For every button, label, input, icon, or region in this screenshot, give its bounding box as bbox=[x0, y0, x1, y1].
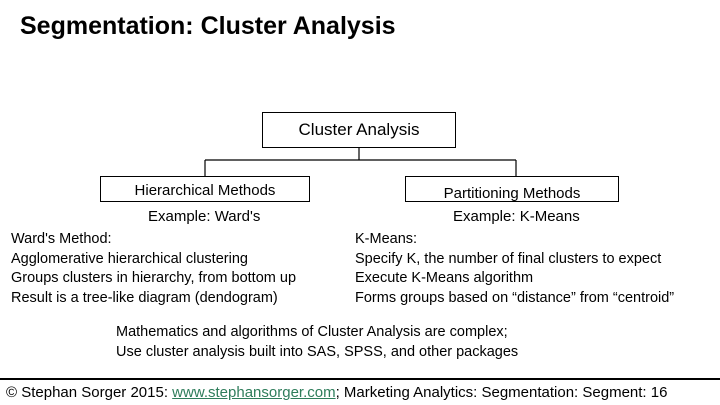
note-line: Use cluster analysis built into SAS, SPSS, and other packages bbox=[116, 344, 519, 360]
footer bbox=[6, 384, 667, 401]
footer-suffix: ; Marketing Analytics: Segmentation: Segment: 16 bbox=[335, 384, 668, 401]
partitioning-node-box bbox=[405, 176, 619, 202]
wards-method-details bbox=[11, 230, 296, 308]
wards-detail-line: Agglomerative hierarchical clustering bbox=[11, 250, 248, 267]
summary-note bbox=[116, 322, 518, 362]
page-title: Segmentation: Cluster Analysis bbox=[20, 12, 396, 40]
hierarchical-node-label: Hierarchical Methods bbox=[134, 182, 276, 199]
kmeans-detail-line: Execute K-Means algorithm bbox=[355, 270, 534, 286]
hierarchical-node-box bbox=[100, 176, 310, 202]
partitioning-node-label: Partitioning Methods bbox=[443, 185, 581, 202]
kmeans-details bbox=[355, 230, 674, 308]
root-node-label: Cluster Analysis bbox=[298, 120, 420, 139]
wards-detail-line: Result is a tree-like diagram (dendogram) bbox=[11, 289, 278, 306]
footer-website-link[interactable]: www.stephansorger.com bbox=[172, 384, 336, 401]
wards-detail-line: Ward's Method: bbox=[11, 231, 112, 247]
root-node-box bbox=[262, 112, 456, 148]
kmeans-detail-line: K-Means: bbox=[355, 231, 418, 247]
footer-divider bbox=[0, 378, 720, 380]
kmeans-detail-line: Specify K, the number of final clusters to expect bbox=[355, 250, 662, 267]
footer-prefix: © Stephan Sorger 2015: bbox=[6, 384, 173, 401]
wards-detail-line: Groups clusters in hierarchy, from bottom up bbox=[11, 270, 297, 286]
partitioning-example: Example: K-Means bbox=[453, 208, 580, 225]
note-line: Mathematics and algorithms of Cluster Analysis are complex; bbox=[116, 324, 508, 340]
hierarchical-example: Example: Ward's bbox=[148, 208, 261, 225]
kmeans-detail-line: Forms groups based on “distance” from “centroid” bbox=[355, 289, 675, 306]
